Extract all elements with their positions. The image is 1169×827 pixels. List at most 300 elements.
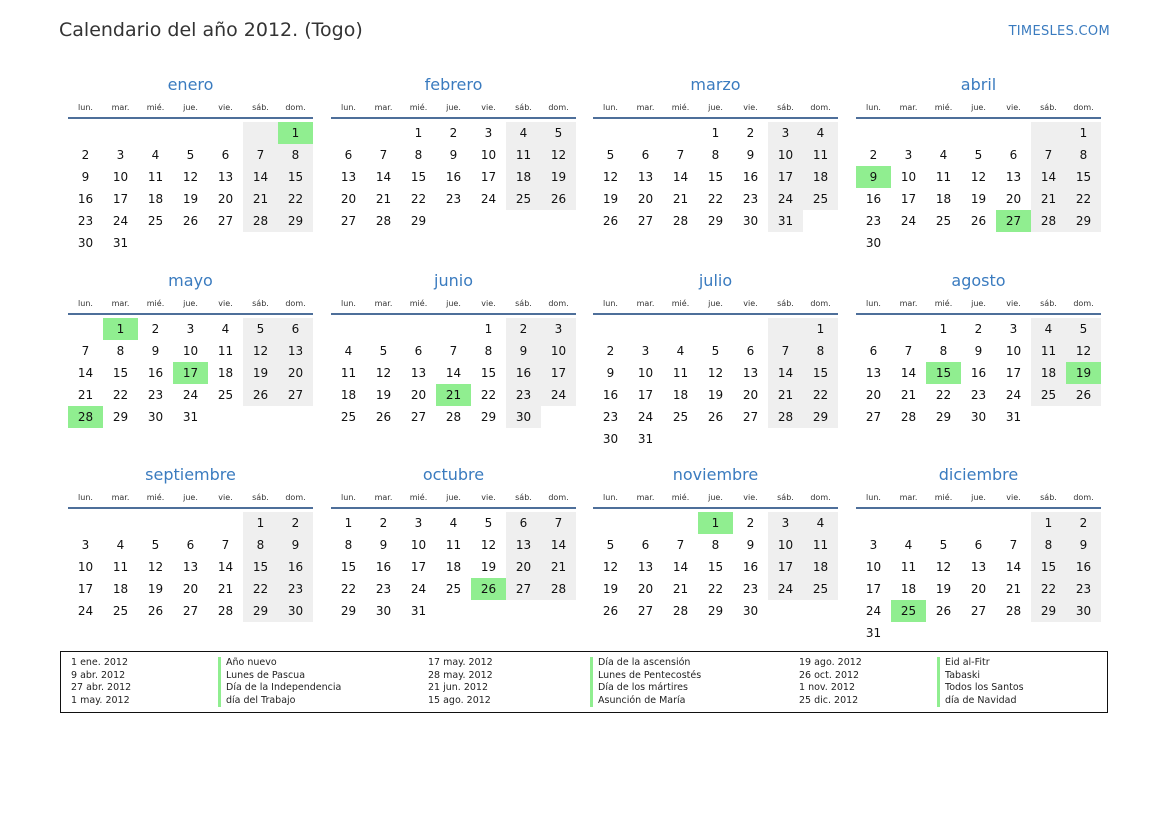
weekday-header — [331, 490, 576, 506]
day-cell: 10 — [480, 148, 497, 162]
day-cell: 11 — [112, 560, 129, 574]
empty-day-cell — [926, 122, 961, 144]
brand-link[interactable]: TIMESLES.COM — [1008, 24, 1110, 39]
day-cell: 19 — [182, 192, 199, 206]
weekday-label: vie. — [481, 103, 496, 112]
day-cell: 12 — [1066, 340, 1101, 362]
day-cell: 20 — [1005, 192, 1022, 206]
day-cell: 21 — [217, 582, 234, 596]
day-cell: 26 — [602, 214, 619, 228]
legend-date: 17 may. 2012 — [428, 657, 493, 668]
day-cell: 15 — [480, 366, 497, 380]
weekday-label: lun. — [603, 103, 618, 112]
day-cell: 10 — [182, 344, 199, 358]
weekday-label: vie. — [218, 103, 233, 112]
legend-holiday-name: Día de la ascensión — [590, 657, 701, 670]
day-cell: 27 — [742, 410, 759, 424]
day-cell: 14 — [1031, 166, 1066, 188]
day-cell: 9 — [746, 538, 755, 552]
day-cell: 11 — [803, 534, 838, 556]
day-cell: 19 — [541, 166, 576, 188]
day-cell: 10 — [637, 366, 654, 380]
day-cell: 25 — [445, 582, 462, 596]
day-cell: 13 — [637, 170, 654, 184]
day-cell: 2 — [1066, 512, 1101, 534]
weekday-label: vie. — [1006, 299, 1021, 308]
day-cell: 5 — [711, 344, 720, 358]
day-cell: 27 — [410, 410, 427, 424]
day-grid — [68, 122, 313, 254]
day-cell: 21 — [541, 556, 576, 578]
day-cell: 23 — [602, 410, 619, 424]
weekday-header — [68, 490, 313, 506]
day-cell: 20 — [340, 192, 357, 206]
day-cell: 5 — [606, 148, 615, 162]
day-cell: 2 — [869, 148, 878, 162]
day-cell: 1 — [711, 126, 720, 140]
header-rule — [331, 313, 576, 315]
month-name: agosto — [951, 271, 1006, 290]
day-cell: 13 — [970, 560, 987, 574]
day-cell: 17 — [112, 192, 129, 206]
weekday-label: lun. — [341, 299, 356, 308]
weekday-label: jue. — [708, 493, 723, 502]
empty-day-cell — [856, 122, 891, 144]
weekday-label: sáb. — [252, 103, 269, 112]
weekday-header — [68, 296, 313, 312]
weekday-label: mar. — [111, 493, 130, 502]
day-cell: 10 — [900, 170, 917, 184]
day-cell: 13 — [637, 560, 654, 574]
empty-day-cell — [331, 122, 366, 144]
empty-day-cell — [103, 122, 138, 144]
day-cell: 30 — [865, 236, 882, 250]
day-cell: 7 — [1031, 144, 1066, 166]
day-cell: 6 — [506, 512, 541, 534]
day-cell: 5 — [1066, 318, 1101, 340]
empty-day-cell — [856, 512, 891, 534]
day-cell: 22 — [1066, 188, 1101, 210]
empty-day-cell — [1031, 122, 1066, 144]
month-name: mayo — [168, 271, 213, 290]
legend-date-column — [428, 657, 493, 707]
day-cell: 5 — [606, 538, 615, 552]
weekday-label: dom. — [1073, 299, 1094, 308]
day-cell: 31 — [865, 626, 882, 640]
day-cell: 13 — [182, 560, 199, 574]
day-cell: 2 — [746, 516, 755, 530]
day-cell: 28 — [672, 214, 689, 228]
day-cell: 26 — [935, 604, 952, 618]
weekday-label: mar. — [636, 299, 655, 308]
day-cell: 24 — [900, 214, 917, 228]
empty-day-cell — [366, 318, 401, 340]
day-cell: 10 — [1005, 344, 1022, 358]
weekday-label: vie. — [1006, 493, 1021, 502]
day-cell: 8 — [414, 148, 423, 162]
day-cell: 15 — [1066, 166, 1101, 188]
day-cell: 20 — [278, 362, 313, 384]
day-cell: 14 — [541, 534, 576, 556]
empty-day-cell — [961, 122, 996, 144]
day-cell: 22 — [278, 188, 313, 210]
day-cell: 24 — [112, 214, 129, 228]
month-mayo — [68, 271, 313, 428]
day-cell: 8 — [278, 144, 313, 166]
day-cell: 15 — [340, 560, 357, 574]
weekday-label: mié. — [409, 493, 428, 502]
day-cell: 29 — [480, 410, 497, 424]
day-cell: 20 — [742, 388, 759, 402]
holiday-day-cell: 19 — [1066, 362, 1101, 384]
day-cell: 20 — [637, 192, 654, 206]
day-cell: 17 — [410, 560, 427, 574]
weekday-label: mié. — [934, 299, 953, 308]
weekday-label: vie. — [218, 493, 233, 502]
empty-day-cell — [856, 318, 891, 340]
day-cell: 21 — [672, 582, 689, 596]
day-cell: 9 — [1066, 534, 1101, 556]
day-cell: 22 — [410, 192, 427, 206]
day-cell: 24 — [480, 192, 497, 206]
day-cell: 25 — [803, 188, 838, 210]
day-cell: 1 — [1031, 512, 1066, 534]
weekday-label: mié. — [409, 103, 428, 112]
day-cell: 6 — [746, 344, 755, 358]
day-cell: 13 — [742, 366, 759, 380]
month-diciembre — [856, 465, 1101, 644]
day-cell: 25 — [672, 410, 689, 424]
day-cell: 6 — [278, 318, 313, 340]
day-cell: 6 — [1009, 148, 1018, 162]
weekday-label: mar. — [374, 103, 393, 112]
day-cell: 12 — [935, 560, 952, 574]
day-cell: 24 — [768, 188, 803, 210]
day-cell: 22 — [1031, 578, 1066, 600]
holiday-day-cell: 1 — [278, 122, 313, 144]
day-cell: 14 — [217, 560, 234, 574]
day-cell: 3 — [768, 512, 803, 534]
day-cell: 2 — [606, 344, 615, 358]
day-cell: 4 — [344, 344, 353, 358]
day-cell: 6 — [974, 538, 983, 552]
day-cell: 20 — [410, 388, 427, 402]
month-septiembre — [68, 465, 313, 622]
day-cell: 18 — [935, 192, 952, 206]
day-cell: 9 — [379, 538, 388, 552]
day-cell: 7 — [768, 340, 803, 362]
day-cell: 14 — [672, 560, 689, 574]
day-cell: 4 — [151, 148, 160, 162]
day-cell: 17 — [1005, 366, 1022, 380]
day-cell: 16 — [742, 170, 759, 184]
day-cell: 19 — [375, 388, 392, 402]
day-cell: 30 — [147, 410, 164, 424]
month-febrero — [331, 75, 576, 232]
weekday-label: sáb. — [515, 299, 532, 308]
day-cell: 19 — [147, 582, 164, 596]
header-rule — [593, 313, 838, 315]
weekday-label: sáb. — [252, 299, 269, 308]
day-cell: 6 — [186, 538, 195, 552]
month-name: diciembre — [938, 465, 1019, 484]
day-cell: 27 — [865, 410, 882, 424]
day-cell: 4 — [803, 122, 838, 144]
day-cell: 7 — [243, 144, 278, 166]
day-cell: 14 — [672, 170, 689, 184]
day-cell: 27 — [278, 384, 313, 406]
weekday-label: lun. — [341, 103, 356, 112]
empty-day-cell — [733, 318, 768, 340]
day-cell: 31 — [768, 210, 803, 232]
empty-day-cell — [768, 318, 803, 340]
empty-day-cell — [961, 512, 996, 534]
day-cell: 4 — [449, 516, 458, 530]
weekday-label: mar. — [374, 493, 393, 502]
holiday-day-cell: 26 — [471, 578, 506, 600]
weekday-label: mar. — [374, 299, 393, 308]
day-cell: 9 — [974, 344, 983, 358]
day-cell: 18 — [445, 560, 462, 574]
empty-day-cell — [68, 122, 103, 144]
month-name: enero — [167, 75, 214, 94]
day-cell: 25 — [1031, 384, 1066, 406]
day-cell: 13 — [278, 340, 313, 362]
empty-day-cell — [138, 512, 173, 534]
legend-holiday-name: Día de los mártires — [590, 682, 701, 695]
day-cell: 11 — [217, 344, 234, 358]
day-cell: 13 — [506, 534, 541, 556]
month-octubre — [331, 465, 576, 622]
day-cell: 10 — [768, 144, 803, 166]
day-cell: 29 — [278, 210, 313, 232]
weekday-label: dom. — [810, 103, 831, 112]
weekday-label: dom. — [1073, 493, 1094, 502]
month-name: junio — [434, 271, 473, 290]
legend-holiday-name: Lunes de Pascua — [218, 670, 341, 683]
day-cell: 12 — [602, 170, 619, 184]
day-cell: 17 — [900, 192, 917, 206]
day-cell: 16 — [375, 560, 392, 574]
legend-holiday-name: día del Trabajo — [218, 695, 341, 708]
day-cell: 23 — [77, 214, 94, 228]
weekday-header — [68, 100, 313, 116]
weekday-label: mié. — [671, 493, 690, 502]
day-cell: 29 — [340, 604, 357, 618]
weekday-label: mié. — [934, 493, 953, 502]
weekday-label: dom. — [810, 299, 831, 308]
day-cell: 21 — [900, 388, 917, 402]
day-cell: 18 — [112, 582, 129, 596]
day-cell: 30 — [278, 600, 313, 622]
day-cell: 14 — [768, 362, 803, 384]
day-cell: 25 — [217, 388, 234, 402]
weekday-label: dom. — [285, 493, 306, 502]
legend-date: 19 ago. 2012 — [799, 657, 862, 668]
holiday-day-cell: 25 — [891, 600, 926, 622]
day-cell: 18 — [1031, 362, 1066, 384]
weekday-header — [856, 296, 1101, 312]
day-cell: 6 — [641, 148, 650, 162]
day-cell: 25 — [147, 214, 164, 228]
weekday-label: sáb. — [1040, 299, 1057, 308]
day-cell: 21 — [375, 192, 392, 206]
day-cell: 7 — [541, 512, 576, 534]
day-cell: 28 — [243, 210, 278, 232]
day-cell: 18 — [803, 166, 838, 188]
day-cell: 4 — [803, 512, 838, 534]
empty-day-cell — [593, 318, 628, 340]
holiday-day-cell: 15 — [926, 362, 961, 384]
day-cell: 27 — [182, 604, 199, 618]
day-cell: 19 — [480, 560, 497, 574]
day-cell: 2 — [974, 322, 983, 336]
day-cell: 23 — [742, 192, 759, 206]
day-cell: 11 — [445, 538, 462, 552]
month-name: julio — [698, 271, 733, 290]
day-cell: 25 — [506, 188, 541, 210]
weekday-label: jue. — [971, 299, 986, 308]
day-cell: 26 — [182, 214, 199, 228]
legend-holiday-name: Año nuevo — [218, 657, 341, 670]
empty-day-cell — [593, 122, 628, 144]
empty-day-cell — [138, 122, 173, 144]
empty-day-cell — [208, 512, 243, 534]
day-cell: 19 — [243, 362, 278, 384]
weekday-label: sáb. — [777, 299, 794, 308]
day-cell: 29 — [707, 604, 724, 618]
empty-day-cell — [628, 512, 663, 534]
day-cell: 9 — [449, 148, 458, 162]
day-cell: 10 — [77, 560, 94, 574]
day-cell: 12 — [182, 170, 199, 184]
day-cell: 11 — [506, 144, 541, 166]
day-cell: 28 — [445, 410, 462, 424]
header-rule — [68, 117, 313, 119]
day-cell: 20 — [865, 388, 882, 402]
day-cell: 24 — [1005, 388, 1022, 402]
day-grid — [331, 122, 576, 232]
day-cell: 5 — [484, 516, 493, 530]
day-cell: 20 — [506, 556, 541, 578]
legend-holiday-name: Todos los Santos — [937, 682, 1024, 695]
header-rule — [68, 507, 313, 509]
weekday-label: lun. — [866, 493, 881, 502]
empty-day-cell — [891, 122, 926, 144]
day-cell: 12 — [375, 366, 392, 380]
day-cell: 8 — [711, 148, 720, 162]
day-cell: 12 — [541, 144, 576, 166]
day-cell: 12 — [602, 560, 619, 574]
weekday-header — [856, 100, 1101, 116]
legend-name-column — [218, 657, 341, 707]
legend-date-column — [799, 657, 862, 707]
day-cell: 3 — [484, 126, 493, 140]
day-cell: 20 — [970, 582, 987, 596]
day-cell: 18 — [340, 388, 357, 402]
month-name: marzo — [690, 75, 741, 94]
day-cell: 17 — [768, 166, 803, 188]
day-cell: 2 — [379, 516, 388, 530]
weekday-label: lun. — [866, 299, 881, 308]
day-cell: 11 — [340, 366, 357, 380]
day-cell: 23 — [970, 388, 987, 402]
day-cell: 28 — [1031, 210, 1066, 232]
weekday-label: mié. — [146, 103, 165, 112]
day-cell: 26 — [243, 384, 278, 406]
legend-date: 1 ene. 2012 — [71, 657, 128, 668]
day-cell: 7 — [379, 148, 388, 162]
holiday-day-cell: 1 — [103, 318, 138, 340]
day-cell: 28 — [672, 604, 689, 618]
day-cell: 23 — [445, 192, 462, 206]
day-cell: 15 — [243, 556, 278, 578]
day-cell: 25 — [340, 410, 357, 424]
legend-date: 1 may. 2012 — [71, 694, 130, 706]
day-cell: 10 — [541, 340, 576, 362]
day-cell: 24 — [182, 388, 199, 402]
day-cell: 9 — [746, 148, 755, 162]
month-name: febrero — [424, 75, 483, 94]
day-cell: 12 — [970, 170, 987, 184]
day-cell: 18 — [217, 366, 234, 380]
month-name: septiembre — [145, 465, 236, 484]
day-cell: 24 — [410, 582, 427, 596]
empty-day-cell — [891, 318, 926, 340]
weekday-label: vie. — [218, 299, 233, 308]
day-cell: 23 — [865, 214, 882, 228]
weekday-label: vie. — [743, 493, 758, 502]
month-enero — [68, 75, 313, 254]
day-grid — [331, 512, 576, 622]
day-cell: 6 — [641, 538, 650, 552]
day-cell: 5 — [186, 148, 195, 162]
weekday-label: sáb. — [777, 493, 794, 502]
day-cell: 23 — [742, 582, 759, 596]
weekday-label: mar. — [899, 103, 918, 112]
legend-holiday-name: Lunes de Pentecostés — [590, 670, 701, 683]
day-cell: 27 — [340, 214, 357, 228]
day-cell: 15 — [1031, 556, 1066, 578]
weekday-label: jue. — [183, 493, 198, 502]
day-grid — [856, 318, 1101, 428]
day-cell: 29 — [243, 600, 278, 622]
weekday-label: jue. — [446, 299, 461, 308]
day-cell: 17 — [865, 582, 882, 596]
day-cell: 6 — [344, 148, 353, 162]
header-rule — [331, 507, 576, 509]
day-cell: 3 — [768, 122, 803, 144]
day-cell: 18 — [147, 192, 164, 206]
day-cell: 21 — [77, 388, 94, 402]
legend-holiday-name: Eid al-Fitr — [937, 657, 1024, 670]
legend-name-column — [937, 657, 1024, 707]
day-grid — [856, 512, 1101, 644]
day-cell: 19 — [970, 192, 987, 206]
day-cell: 4 — [116, 538, 125, 552]
weekday-label: jue. — [708, 299, 723, 308]
day-cell: 29 — [935, 410, 952, 424]
empty-day-cell — [891, 512, 926, 534]
day-cell: 14 — [445, 366, 462, 380]
legend-holiday-name: Tabaski — [937, 670, 1024, 683]
weekday-label: mar. — [111, 103, 130, 112]
weekday-label: sáb. — [515, 493, 532, 502]
day-cell: 27 — [637, 604, 654, 618]
day-cell: 2 — [151, 322, 160, 336]
weekday-label: mié. — [671, 103, 690, 112]
weekday-label: vie. — [481, 299, 496, 308]
